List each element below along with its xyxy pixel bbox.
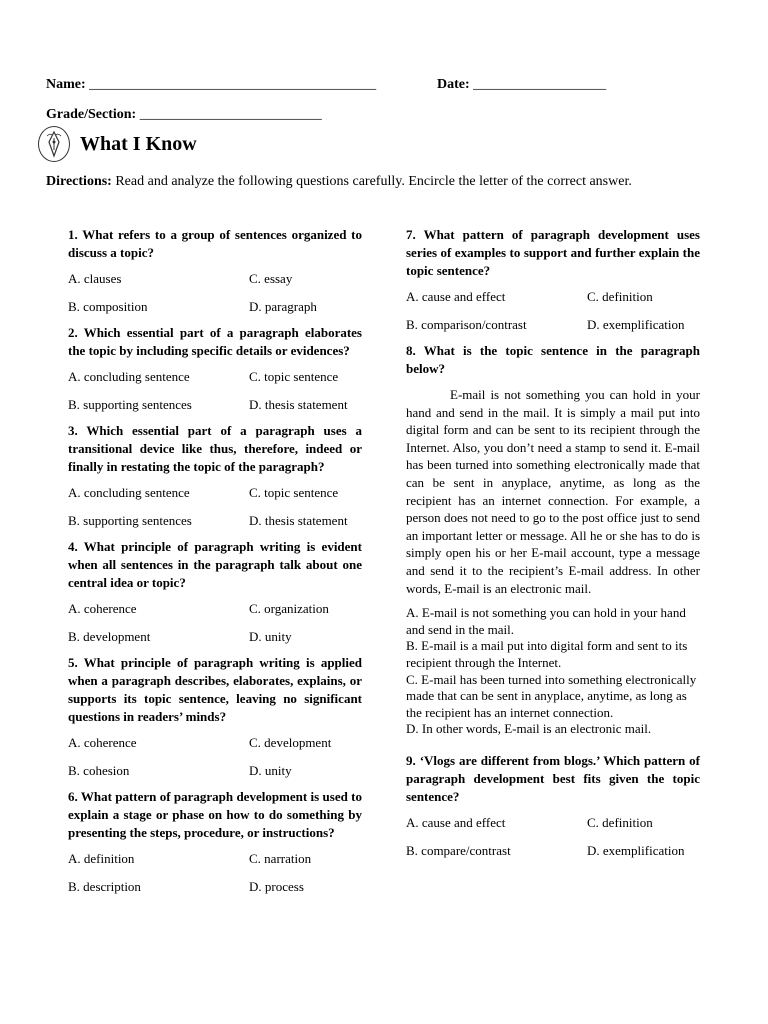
question-2 (68, 324, 362, 414)
option-b[interactable]: B. supporting sentences (68, 513, 192, 528)
option-d[interactable]: D. unity (249, 629, 292, 644)
question-text: 7. What pattern of paragraph development uses series of examples to support and further explain the topic sentence? (406, 227, 700, 278)
reading-passage: E-mail is not something you can hold in your hand and send in the mail. It is simply a mail put into digital form and can be sent to its recipient through the Internet. Also, you don’t need a stamp to send it. E-mail has been turned into something electronically made that can be sent in anyplace, anytime, as long as the recipient has an internet connection. For example, a person does not need to go to the post office just to send an important letter or message. All he or she has to do is simply open his or her E-mail account, type a message and send it to the recipient’s E-mail address. In other words, E-mail is an electronic mail. (406, 387, 700, 596)
question-text: 9. ‘Vlogs are different from blogs.’ Which pattern of paragraph development best fits given the topic sentence? (406, 752, 700, 804)
question-4 (68, 538, 362, 646)
question-7 (406, 226, 700, 334)
question-1 (68, 226, 362, 316)
option-a[interactable]: A. E-mail is not something you can hold in your hand and send in the mail. (406, 605, 686, 637)
option-b[interactable]: B. compare/contrast (406, 842, 511, 858)
question-text: 4. What principle of paragraph writing is evident when all sentences in the paragraph talk about one central idea or topic? (68, 539, 362, 590)
option-c[interactable]: C. E-mail has been turned into something electronically made that can be sent in anyplace, anytime, as long as the recipient has an internet connection. (406, 671, 697, 720)
answer-options (68, 600, 362, 646)
answer-options (406, 814, 700, 860)
option-b[interactable]: B. composition (68, 299, 148, 314)
question-text: 5. What principle of paragraph writing is applied when a paragraph describes, elaborates, explains, or supports its topic sentence, leaving no significant questions in readers’ minds? (68, 655, 362, 724)
question-5 (68, 654, 362, 780)
answer-options (406, 605, 700, 738)
grade-section-label: Grade/Section: (46, 107, 137, 122)
option-a[interactable]: A. coherence (68, 601, 137, 616)
answer-options (406, 288, 700, 334)
option-a[interactable]: A. cause and effect (406, 814, 506, 830)
option-a[interactable]: A. cause and effect (406, 289, 506, 304)
option-d[interactable]: D. paragraph (249, 299, 317, 314)
option-b[interactable]: B. cohesion (68, 763, 130, 778)
question-9 (406, 752, 700, 860)
question-6 (68, 788, 362, 896)
answer-options (68, 734, 362, 780)
option-b[interactable]: B. supporting sentences (68, 397, 192, 412)
option-d[interactable]: D. process (249, 879, 304, 894)
option-c[interactable]: C. topic sentence (249, 369, 339, 384)
option-a[interactable]: A. coherence (68, 735, 137, 750)
date-field[interactable] (437, 77, 606, 93)
option-b[interactable]: B. development (68, 629, 151, 644)
option-d[interactable]: D. exemplification (587, 317, 685, 332)
answer-options (68, 850, 362, 896)
question-text: 3. Which essential part of a paragraph uses a transitional device like thus, therefore, indeed or finally in restating the topic of the paragraph? (68, 423, 362, 474)
option-d[interactable]: D. unity (249, 763, 292, 778)
section-title: What I Know (80, 132, 197, 155)
questions-left-column (68, 226, 362, 904)
question-8 (406, 342, 700, 738)
question-text: 1. What refers to a group of sentences organized to discuss a topic? (68, 227, 362, 260)
pen-nib-emblem-icon (38, 126, 70, 162)
option-c[interactable]: C. development (249, 735, 332, 750)
option-c[interactable]: C. topic sentence (249, 485, 339, 500)
name-label: Name: (46, 77, 86, 92)
questions-right-column (406, 226, 700, 868)
question-text: 8. What is the topic sentence in the paragraph below? (406, 343, 700, 376)
grade-section-blank-line[interactable]: __________________________ (139, 107, 322, 122)
option-c[interactable]: C. definition (587, 289, 653, 304)
directions-label: Directions: (46, 174, 112, 189)
option-b[interactable]: B. description (68, 879, 141, 894)
answer-options (68, 270, 362, 316)
date-blank-line[interactable]: ___________________ (473, 77, 607, 92)
section-header (38, 126, 197, 162)
option-a[interactable]: A. concluding sentence (68, 485, 190, 500)
option-a[interactable]: A. definition (68, 851, 135, 866)
option-d[interactable]: D. exemplification (587, 842, 685, 858)
directions-text: Read and analyze the following questions carefully. Encircle the letter of the correct answer. (111, 174, 632, 189)
name-blank-line[interactable]: _________________________________________ (89, 77, 377, 92)
option-c[interactable]: C. organization (249, 601, 329, 616)
directions (46, 173, 736, 191)
date-label: Date: (437, 77, 470, 92)
option-a[interactable]: A. concluding sentence (68, 369, 190, 384)
option-a[interactable]: A. clauses (68, 271, 122, 286)
option-c[interactable]: C. essay (249, 271, 293, 286)
option-c[interactable]: C. definition (587, 814, 653, 830)
option-d[interactable]: D. thesis statement (249, 397, 348, 412)
name-field[interactable] (46, 77, 376, 93)
answer-options (68, 368, 362, 414)
option-b[interactable]: B. comparison/contrast (406, 317, 527, 332)
question-text: 2. Which essential part of a paragraph elaborates the topic by including specific details or evidences? (68, 325, 362, 358)
option-d[interactable]: D. thesis statement (249, 513, 348, 528)
grade-section-field[interactable] (46, 107, 322, 123)
option-b[interactable]: B. E-mail is a mail put into digital form and sent to its recipient through the Internet. (406, 638, 688, 670)
option-c[interactable]: C. narration (249, 851, 312, 866)
question-text: 6. What pattern of paragraph development is used to explain a stage or phase on how to do something by presenting the steps, procedure, or instructions? (68, 789, 362, 840)
option-d[interactable]: D. In other words, E-mail is an electronic mail. (406, 721, 652, 737)
question-3 (68, 422, 362, 530)
answer-options (68, 484, 362, 530)
